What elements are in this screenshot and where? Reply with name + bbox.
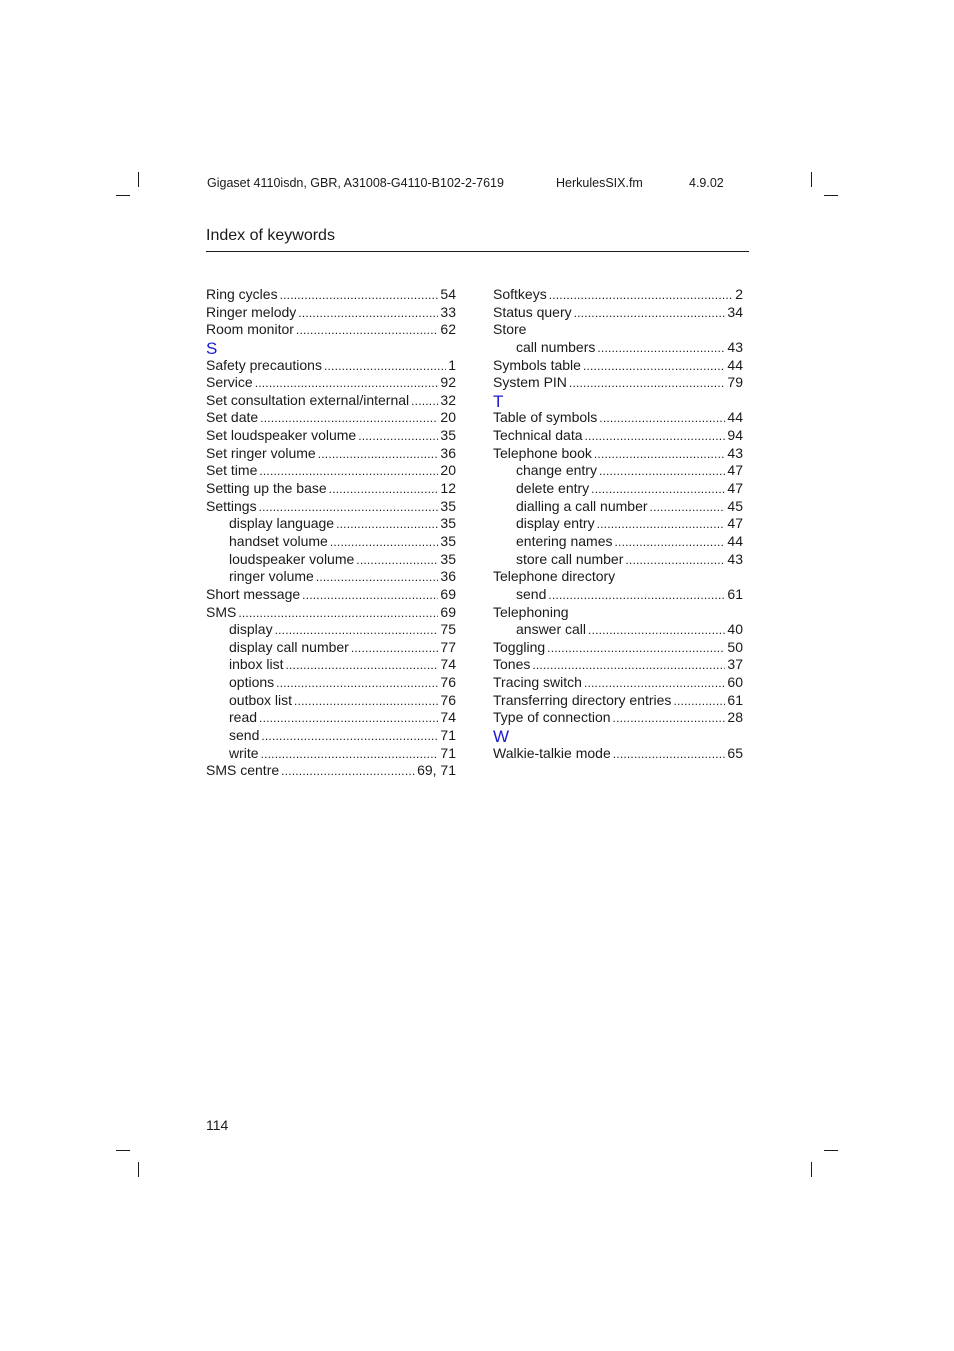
dot-leader: [597, 516, 726, 534]
crop-mark: [811, 1162, 812, 1177]
index-entry: [493, 427, 743, 445]
dot-leader: [294, 693, 438, 711]
index-entry: [493, 692, 743, 710]
dot-leader: [275, 622, 439, 640]
index-entry-term: Set loudspeaker volume: [206, 427, 357, 444]
index-entry: [206, 586, 456, 604]
dot-leader: [261, 728, 438, 746]
dot-leader: [594, 446, 726, 464]
index-entry-term: SMS centre: [206, 762, 280, 779]
index-entry-term: Safety precautions: [206, 356, 322, 373]
index-entry: [493, 533, 743, 551]
dot-leader: [281, 763, 415, 781]
dot-leader: [285, 657, 438, 675]
index-entry-term: Set consultation external/internal: [206, 391, 410, 408]
index-entry-term: display entry: [516, 515, 595, 532]
index-entry: [206, 357, 456, 375]
index-entry-page: 43: [727, 444, 743, 461]
index-entry-term: display: [229, 621, 273, 638]
index-entry-term: Tracing switch: [493, 674, 582, 691]
index-entry: [493, 745, 743, 763]
index-entry-page: 69, 71: [417, 762, 456, 779]
index-entry-term: outbox list: [229, 691, 293, 708]
index-entry-term: options: [229, 674, 275, 691]
index-entry-term: Symbols table: [493, 356, 581, 373]
index-entry-page: 62: [440, 321, 456, 338]
index-entry-term: Short message: [206, 585, 301, 602]
index-entry-page: 71: [440, 727, 456, 744]
dot-leader: [583, 358, 725, 376]
index-entry-term: Walkie-talkie mode: [493, 744, 611, 761]
index-entry-term: Tones: [493, 656, 531, 673]
dot-leader: [613, 710, 726, 728]
title-divider: [206, 251, 749, 252]
index-entry: [206, 409, 456, 427]
dot-leader: [324, 358, 446, 376]
index-entry-term: Set time: [206, 462, 258, 479]
index-entry: [206, 604, 456, 622]
index-entry: [493, 339, 743, 357]
index-entry: [493, 656, 743, 674]
index-entry-page: 47: [727, 480, 743, 497]
index-entry-term: call numbers: [516, 338, 596, 355]
index-entry-page: 60: [727, 674, 743, 691]
dot-leader: [599, 463, 725, 481]
index-entry: [206, 762, 456, 780]
index-entry-term: Telephone directory: [493, 568, 616, 585]
dot-leader: [411, 393, 438, 411]
index-entry: [493, 604, 743, 622]
index-entry-term: entering names: [516, 532, 613, 549]
index-entry: [493, 568, 743, 586]
index-entry-term: Telephone book: [493, 444, 592, 461]
index-entry-term: write: [229, 744, 259, 761]
dot-leader: [302, 587, 438, 605]
index-entry: [493, 286, 743, 304]
index-entry-page: 20: [440, 462, 456, 479]
index-entry: [493, 551, 743, 569]
index-letter-heading: W: [493, 727, 510, 747]
index-entry-page: 35: [440, 532, 456, 549]
index-entry: [493, 445, 743, 463]
dot-leader: [259, 463, 438, 481]
index-entry: [493, 374, 743, 392]
index-entry-term: delete entry: [516, 480, 590, 497]
crop-mark: [138, 172, 139, 187]
dot-leader: [276, 675, 438, 693]
dot-leader: [584, 675, 725, 693]
index-entry-page: 76: [440, 674, 456, 691]
index-entry-term: System PIN: [493, 374, 567, 391]
index-entry-page: 36: [440, 444, 456, 461]
index-entry-term: Set ringer volume: [206, 444, 316, 461]
index-entry-page: 65: [727, 744, 743, 761]
dot-leader: [260, 410, 438, 428]
crop-mark: [116, 1150, 130, 1151]
dot-leader: [318, 446, 439, 464]
index-letter-heading: S: [206, 338, 218, 358]
index-entry-page: 20: [440, 409, 456, 426]
dot-leader: [532, 657, 725, 675]
index-entry: [206, 462, 456, 480]
index-entry-page: 35: [440, 515, 456, 532]
index-entry: [206, 498, 456, 516]
index-entry: [206, 445, 456, 463]
index-entry-page: 2: [735, 286, 743, 302]
index-entry-term: Ring cycles: [206, 286, 278, 302]
index-entry-page: 94: [727, 427, 743, 444]
index-entry: [493, 304, 743, 322]
index-column-left: [206, 286, 456, 780]
index-entry-term: handset volume: [229, 532, 328, 549]
index-entry: [206, 568, 456, 586]
dot-leader: [574, 305, 726, 323]
dot-leader: [316, 569, 439, 587]
index-entry-term: display call number: [229, 638, 349, 655]
index-entry-page: 1: [448, 356, 456, 373]
index-entry: [493, 409, 743, 427]
index-entry-term: answer call: [516, 621, 587, 638]
index-entry-page: 44: [727, 532, 743, 549]
dot-leader: [259, 499, 439, 517]
crop-mark: [824, 1150, 838, 1151]
crop-mark: [138, 1162, 139, 1177]
index-entry: [206, 639, 456, 657]
doc-info: Gigaset 4110isdn, GBR, A31008-G4110-B102-2-7619: [207, 176, 504, 190]
index-entry-page: 69: [440, 603, 456, 620]
dot-leader: [585, 428, 726, 446]
index-entry-page: 45: [727, 497, 743, 514]
index-entry-page: 74: [440, 656, 456, 673]
crop-mark: [824, 195, 838, 196]
index-entry-page: 35: [440, 550, 456, 567]
crop-mark: [811, 172, 812, 187]
index-entry-term: SMS: [206, 603, 237, 620]
index-entry-term: Toggling: [493, 638, 546, 655]
index-entry-term: Transferring directory entries: [493, 691, 672, 708]
index-entry-term: Room monitor: [206, 321, 294, 338]
index-column-right: [493, 286, 743, 762]
dot-leader: [351, 640, 439, 658]
index-entry-page: 12: [440, 480, 456, 497]
index-entry: [206, 304, 456, 322]
index-entry-page: 43: [727, 550, 743, 567]
dot-leader: [329, 481, 439, 499]
dot-leader: [238, 605, 438, 623]
index-entry: [206, 727, 456, 745]
dot-leader: [547, 640, 725, 658]
index-entry-term: Type of connection: [493, 709, 611, 726]
dot-leader: [613, 746, 726, 764]
index-entry-term: display language: [229, 515, 335, 532]
index-entry-term: inbox list: [229, 656, 284, 673]
doc-date: 4.9.02: [689, 176, 724, 190]
index-entry-page: 92: [440, 374, 456, 391]
index-entry-page: 36: [440, 568, 456, 585]
index-entry-page: 47: [727, 515, 743, 532]
index-entry-page: 32: [440, 391, 456, 408]
index-entry-term: store call number: [516, 550, 624, 567]
index-entry: [206, 321, 456, 339]
index-entry: [206, 621, 456, 639]
index-entry-term: loudspeaker volume: [229, 550, 355, 567]
index-entry-page: 74: [440, 709, 456, 726]
dot-leader: [296, 322, 439, 340]
index-entry-page: 79: [727, 374, 743, 391]
index-entry: [206, 745, 456, 763]
index-entry: [206, 286, 456, 304]
index-entry-page: 44: [727, 409, 743, 426]
index-entry: [493, 674, 743, 692]
index-entry-page: 50: [727, 638, 743, 655]
dot-leader: [330, 534, 439, 552]
crop-mark: [116, 195, 130, 196]
index-entry-page: 37: [727, 656, 743, 673]
dot-leader: [356, 552, 438, 570]
index-entry-term: Store: [493, 321, 527, 338]
index-entry: [206, 515, 456, 533]
dot-leader: [336, 516, 438, 534]
index-entry-page: 47: [727, 462, 743, 479]
index-entry-page: 54: [440, 286, 456, 302]
index-entry: [206, 427, 456, 445]
dot-leader: [591, 481, 725, 499]
page-number: 114: [206, 1117, 229, 1133]
dot-leader: [298, 305, 438, 323]
index-entry-term: Technical data: [493, 427, 583, 444]
index-entry-page: 69: [440, 585, 456, 602]
file-name: HerkulesSIX.fm: [556, 176, 643, 190]
index-entry: [493, 462, 743, 480]
dot-leader: [261, 746, 439, 764]
index-entry-page: 61: [727, 691, 743, 708]
index-entry-term: Table of symbols: [493, 409, 598, 426]
index-entry-term: dialling a call number: [516, 497, 648, 514]
dot-leader: [615, 534, 726, 552]
index-entry: [493, 498, 743, 516]
dot-leader: [548, 587, 725, 605]
index-entry-page: 33: [440, 303, 456, 320]
index-entry-page: 44: [727, 356, 743, 373]
index-entry: [206, 656, 456, 674]
dot-leader: [597, 340, 725, 358]
index-entry-term: Setting up the base: [206, 480, 327, 497]
index-entry: [206, 392, 456, 410]
dot-leader: [599, 410, 725, 428]
index-entry-term: change entry: [516, 462, 597, 479]
dot-leader: [280, 287, 439, 305]
index-entry-term: Softkeys: [493, 286, 547, 302]
index-entry-term: Status query: [493, 303, 572, 320]
dot-leader: [358, 428, 438, 446]
index-entry: [493, 321, 743, 339]
index-entry: [206, 709, 456, 727]
index-entry: [493, 709, 743, 727]
index-entry-term: Set date: [206, 409, 259, 426]
index-entry-page: 75: [440, 621, 456, 638]
dot-leader: [569, 375, 726, 393]
index-entry-page: 28: [727, 709, 743, 726]
index-entry: [206, 551, 456, 569]
index-entry: [206, 692, 456, 710]
index-entry-page: 71: [440, 744, 456, 761]
index-entry-term: send: [516, 585, 547, 602]
dot-leader: [588, 622, 725, 640]
index-entry-page: 35: [440, 427, 456, 444]
page-title: Index of keywords: [206, 227, 335, 244]
dot-leader: [673, 693, 725, 711]
index-entry: [493, 480, 743, 498]
index-entry: [493, 586, 743, 604]
index-entry: [493, 639, 743, 657]
index-entry-page: 76: [440, 691, 456, 708]
index-entry-term: Settings: [206, 497, 257, 514]
index-entry-term: Ringer melody: [206, 303, 297, 320]
index-entry-page: 34: [727, 303, 743, 320]
index-entry: [206, 674, 456, 692]
dot-leader: [650, 499, 726, 517]
dot-leader: [549, 287, 734, 305]
index-entry-page: 35: [440, 497, 456, 514]
index-letter-heading: T: [493, 391, 504, 411]
index-entry-page: 77: [440, 638, 456, 655]
index-entry-term: Telephoning: [493, 603, 569, 620]
index-entry: [493, 357, 743, 375]
index-entry: [206, 374, 456, 392]
index-entry: [206, 480, 456, 498]
index-entry-term: ringer volume: [229, 568, 314, 585]
index-entry-term: Service: [206, 374, 253, 391]
index-entry-page: 40: [727, 621, 743, 638]
index-entry-page: 61: [727, 585, 743, 602]
index-entry: [206, 533, 456, 551]
dot-leader: [625, 552, 725, 570]
dot-leader: [255, 375, 439, 393]
dot-leader: [259, 710, 438, 728]
index-entry-page: 43: [727, 338, 743, 355]
index-entry: [493, 515, 743, 533]
index-entry-term: read: [229, 709, 258, 726]
index-entry-term: send: [229, 727, 260, 744]
index-entry: [493, 621, 743, 639]
